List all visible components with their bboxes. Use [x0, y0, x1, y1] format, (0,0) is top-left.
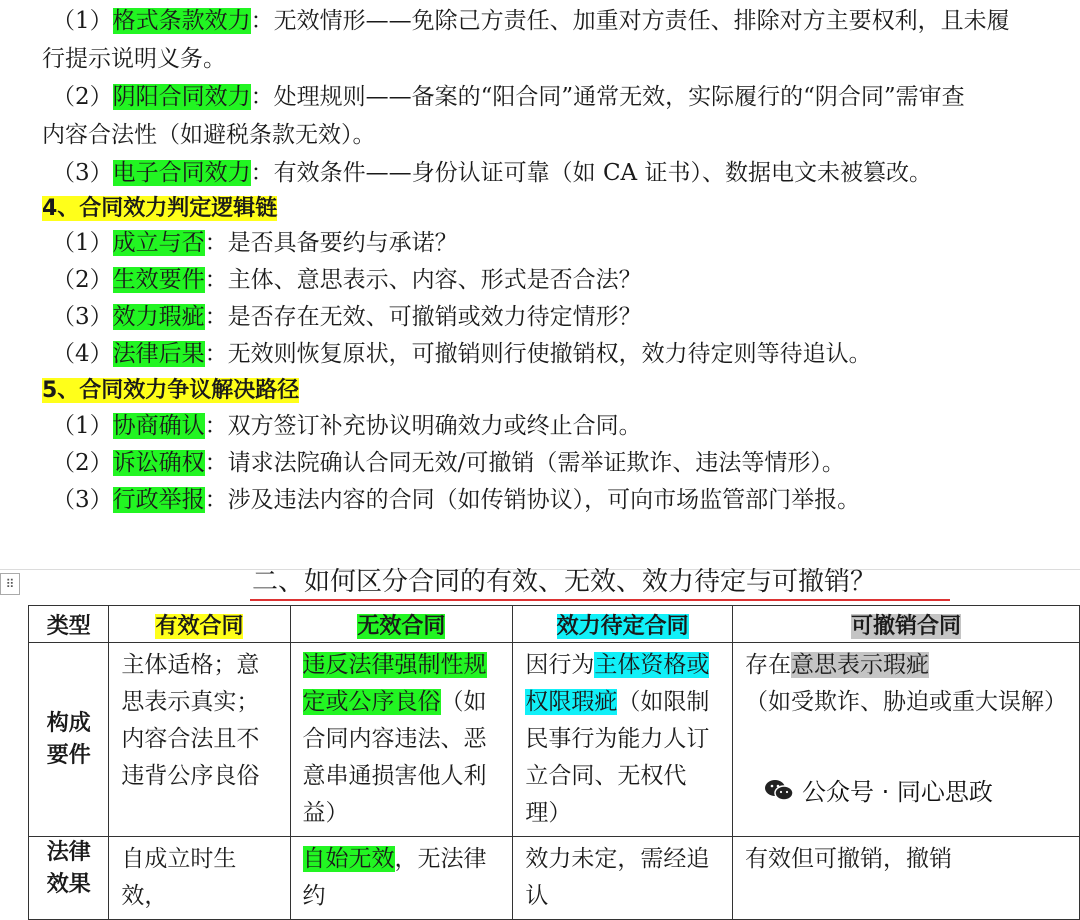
logic-item-1: [52, 225, 458, 261]
dispute-item-3: [52, 482, 860, 518]
cell-valid-effects: 自成立时生效，: [109, 837, 290, 920]
item-number: （4）: [52, 341, 113, 367]
item-number: （1）: [52, 230, 113, 256]
highlight-term: 生效要件: [112, 267, 205, 293]
cell-pending-effects: 效力未定，需经追认: [513, 837, 733, 920]
clause-line-2: [42, 41, 226, 77]
highlight-term: 电子合同效力: [112, 160, 251, 186]
clause-line-4: [42, 117, 376, 153]
highlight-term: 法律后果: [112, 341, 205, 367]
clause-text: ：有效条件——身份认证可靠（如 CA 证书）、数据电文未被篡改。: [250, 160, 932, 186]
clause-text: 内容合法性（如避税条款无效）。: [42, 122, 376, 148]
item-text: ：无效则恢复原状，可撤销则行使撤销权，效力待定则等待追认。: [204, 341, 872, 367]
highlight-term: 阴阳合同效力: [112, 84, 251, 110]
table-row: [29, 643, 1080, 837]
drag-handle-icon[interactable]: ⠿: [0, 573, 20, 595]
table-row: [29, 837, 1080, 920]
clause-text: 行提示说明义务。: [42, 46, 226, 72]
cell-pending-elements: 因行为主体资格或权限瑕疵（如限制民事行为能力人订立合同、无权代理）: [513, 643, 733, 837]
watermark-text: 公众号 · 同心思政: [802, 778, 993, 806]
header-valid: 有效合同: [109, 606, 290, 643]
wechat-icon: [764, 778, 794, 802]
header-revocable: 可撤销合同: [732, 606, 1079, 643]
title-underline: [250, 599, 950, 601]
cell-void-effects: 自始无效，无法律约: [290, 837, 513, 920]
item-number: （3）: [52, 304, 113, 330]
logic-item-3: [52, 299, 642, 335]
clause-text: ：无效情形——免除己方责任、加重对方责任、排除对方主要权利，且未履: [250, 8, 1010, 34]
clause-line-5: [52, 155, 932, 191]
item-number: （1）: [52, 8, 113, 34]
highlight-term: 格式条款效力: [112, 8, 251, 34]
section-title: 二、如何区分合同的有效、无效、效力待定与可撤销？: [252, 567, 877, 597]
item-text: ：涉及违法内容的合同（如传销协议），可向市场监管部门举报。: [204, 487, 861, 513]
item-number: （2）: [52, 267, 113, 293]
header-pending: 效力待定合同: [513, 606, 733, 643]
section-heading-5: [42, 373, 299, 409]
header-void: 无效合同: [290, 606, 513, 643]
heading-text: 5、合同效力争议解决路径: [42, 378, 300, 403]
highlight-term: 行政举报: [112, 487, 205, 513]
item-text: ：双方签订补充协议明确效力或终止合同。: [204, 413, 642, 439]
dispute-item-1: [52, 408, 642, 444]
comparison-table: [28, 605, 1080, 920]
row-head-elements: 构成要件: [29, 643, 109, 837]
item-text: ：是否存在无效、可撤销或效力待定情形？: [204, 304, 642, 330]
dispute-item-2: [52, 445, 845, 481]
logic-item-4: [52, 336, 872, 372]
cell-revocable-effects: 有效但可撤销，撤销: [732, 837, 1079, 920]
header-type: 类型: [29, 606, 109, 643]
clause-line-1: [52, 3, 1010, 39]
clause-line-3: [52, 79, 965, 115]
row-head-effects: 法律效果: [29, 837, 109, 920]
highlight-term: 诉讼确权: [112, 450, 205, 476]
logic-item-2: [52, 262, 642, 298]
item-text: ：是否具备要约与承诺？: [204, 230, 458, 256]
item-number: （2）: [52, 450, 113, 476]
watermark: [760, 772, 997, 807]
heading-text: 4、合同效力判定逻辑链: [42, 196, 278, 221]
section-heading-4: [42, 191, 277, 227]
item-text: ：主体、意思表示、内容、形式是否合法？: [204, 267, 642, 293]
item-number: （1）: [52, 413, 113, 439]
highlight-term: 成立与否: [112, 230, 205, 256]
cell-revocable-elements: 存在意思表示瑕疵 （如受欺诈、胁迫或重大误解）: [732, 643, 1079, 837]
table-header-row: [29, 606, 1080, 643]
cell-valid-elements: 主体适格；意思表示真实；内容合法且不违背公序良俗: [109, 643, 290, 837]
highlight-term: 效力瑕疵: [112, 304, 205, 330]
highlight-term: 协商确认: [112, 413, 205, 439]
item-number: （3）: [52, 160, 113, 186]
item-text: ：请求法院确认合同无效/可撤销（需举证欺诈、违法等情形）。: [204, 450, 845, 476]
clause-text: ：处理规则——备案的“阳合同”通常无效，实际履行的“阴合同”需审查: [250, 84, 965, 110]
cell-void-elements: 违反法律强制性规定或公序良俗（如合同内容违法、恶意串通损害他人利益）: [290, 643, 513, 837]
item-number: （2）: [52, 84, 113, 110]
item-number: （3）: [52, 487, 113, 513]
